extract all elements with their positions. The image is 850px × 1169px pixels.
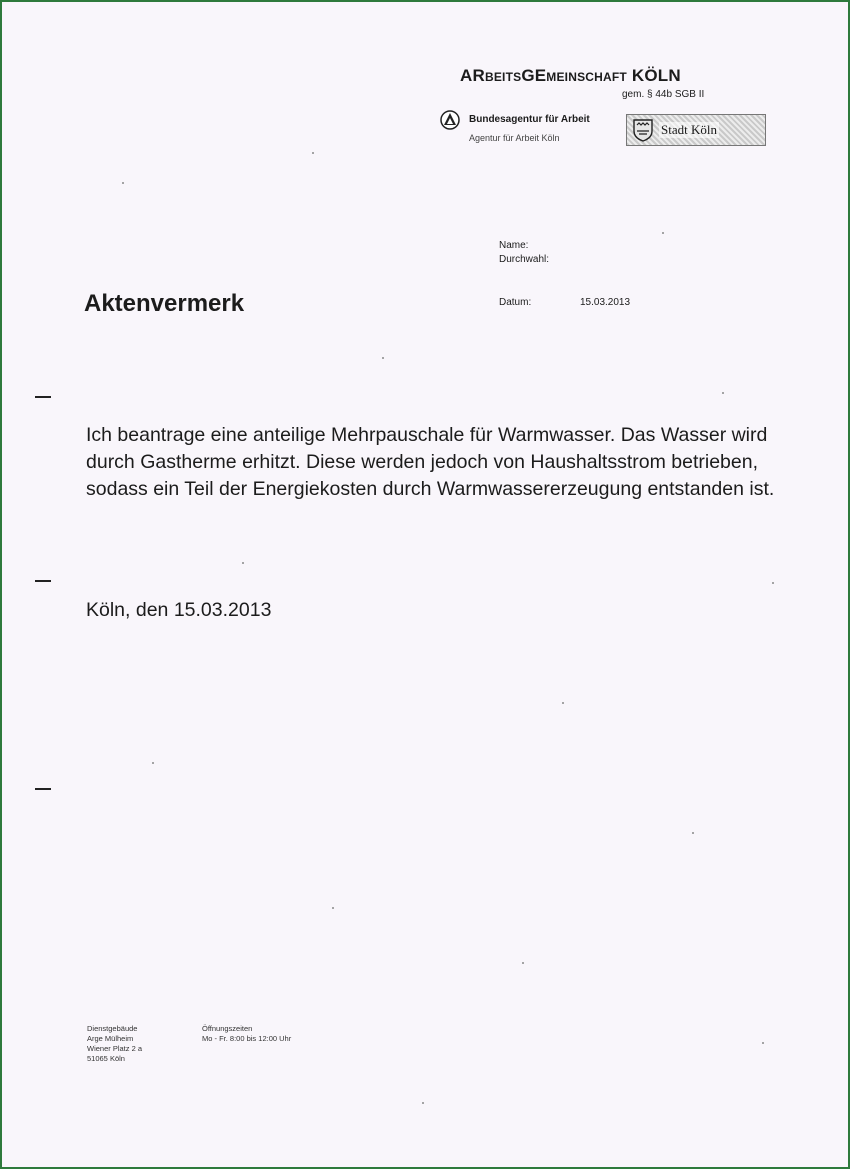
scan-speck — [692, 832, 694, 834]
fold-mark — [35, 396, 51, 398]
footer-hours — [202, 1024, 291, 1044]
scan-speck — [242, 562, 244, 564]
phone-label: Durchwahl: — [499, 254, 550, 265]
scan-speck — [722, 392, 724, 394]
closing-line: Köln, den 15.03.2013 — [86, 599, 272, 621]
city-logo — [626, 114, 766, 146]
document-title: Aktenvermerk — [84, 290, 245, 317]
scan-speck — [382, 357, 384, 359]
agency-logo-icon — [440, 110, 460, 130]
scan-speck — [522, 962, 524, 964]
org-title-part2-small: meinschaft — [546, 66, 627, 85]
org-title-city: KÖLN — [631, 66, 681, 85]
org-title-part1-caps: AR — [460, 66, 485, 85]
date-label: Datum: — [499, 297, 532, 308]
body-paragraph: Ich beantrage eine anteilige Mehrpauschale für Warmwasser. Das Wasser wird durch Gastherme erhitzt. Diese werden jedoch von Haushaltsstrom betrieben, sodass ein Teil der Energiekosten durch Warmwassererzeugung entstanden ist. — [86, 424, 775, 500]
footer-hours-line: Mo - Fr. 8:00 bis 12:00 Uhr — [202, 1034, 292, 1043]
date-value: 15.03.2013 — [580, 297, 631, 308]
scan-speck — [662, 232, 664, 234]
footer-office-line: Dienstgebäude — [87, 1024, 138, 1033]
footer-office-line: Arge Mülheim — [87, 1034, 134, 1043]
name-label: Name: — [499, 240, 529, 251]
scan-speck — [152, 762, 154, 764]
city-logo-text: Stadt Köln — [661, 122, 717, 137]
footer-office — [87, 1024, 142, 1064]
footer-office-line: 51065 Köln — [87, 1054, 125, 1063]
footer-office-line: Wiener Platz 2 a — [87, 1044, 143, 1053]
org-title-part1-small: beits — [484, 66, 522, 85]
scan-speck — [312, 152, 314, 154]
fold-mark — [35, 580, 51, 582]
scan-speck — [122, 182, 124, 184]
org-subtitle: gem. § 44b SGB II — [622, 89, 705, 100]
agency-name: Bundesagentur für Arbeit — [469, 114, 590, 125]
agency-office: Agentur für Arbeit Köln — [469, 133, 560, 143]
footer-hours-line: Öffnungszeiten — [202, 1024, 253, 1033]
scan-speck — [562, 702, 564, 704]
fold-mark — [35, 788, 51, 790]
org-title-part2-caps: GE — [521, 66, 547, 85]
city-crest-icon — [631, 118, 655, 142]
scan-speck — [772, 582, 774, 584]
scan-speck — [332, 907, 334, 909]
scan-speck — [422, 1102, 424, 1104]
scan-speck — [762, 1042, 764, 1044]
org-title — [460, 66, 681, 86]
